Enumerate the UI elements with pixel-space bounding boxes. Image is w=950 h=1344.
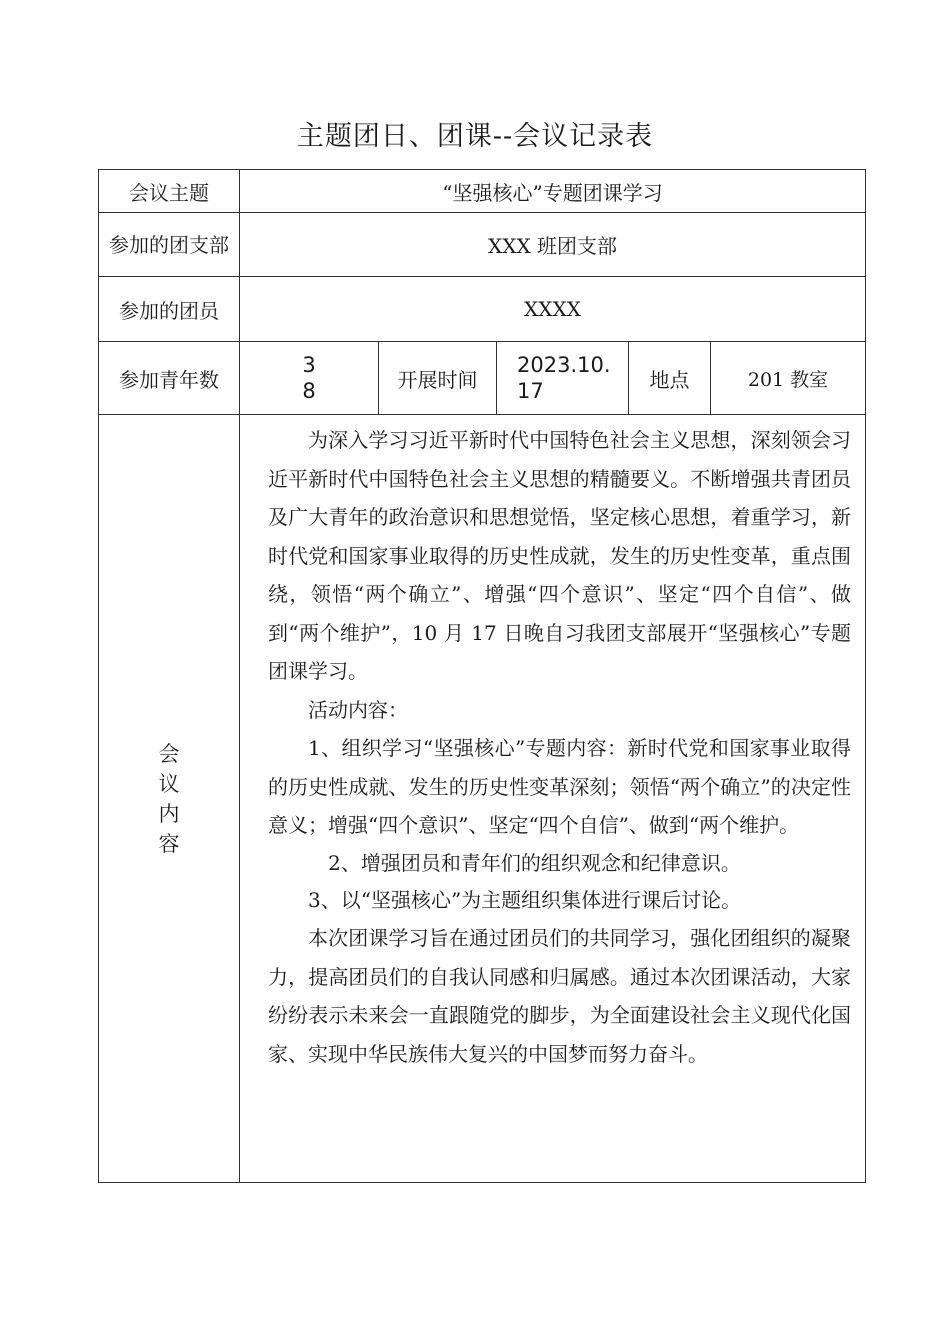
content-label — [157, 739, 181, 859]
branch-label-cell — [99, 213, 240, 277]
content-body — [240, 415, 866, 1183]
topic-row — [99, 170, 866, 213]
youth-count-line2: 8 — [302, 379, 316, 403]
content-paragraph-summary: 本次团课学习旨在通过团员们的共同学习，强化团组织的凝聚力，提高团员们的自我认同感和归属感。通过本次团课活动，大家纷纷表示未来会一直跟随党的脚步，为全面建设社会主义现代化国家、实现中华民族伟大复兴的中国梦而努力奋斗。 — [268, 926, 852, 1066]
time-label: 开展时间 — [379, 342, 497, 415]
date-line2: 17 — [517, 379, 544, 403]
content-label-cell — [99, 415, 240, 1183]
branch-value: XXX 班团支部 — [240, 213, 866, 277]
content-paragraph-intro: 为深入学习习近平新时代中国特色社会主义思想，深刻领会习近平新时代中国特色社会主义思想的精髓要义。不断增强共青团员及广大青年的政治意识和思想觉悟，坚定核心思想，着重学习，新时代党和国家事业取得的历史性成就，发生的历史性变革，重点围绕，领悟“两个确立”、增强“四个意识”、坚定“四个自信”、做到“两个维护”，10 月 17 日晚自习我团支部展开“坚强核心”专题团课学习。 — [268, 428, 852, 683]
youth-count-cell — [240, 342, 379, 415]
youth-count-line1: 3 — [302, 353, 316, 377]
topic-label: 会议主题 — [99, 170, 240, 213]
content-label-char: 容 — [158, 831, 180, 856]
topic-value: “坚强核心”专题团课学习 — [240, 170, 866, 213]
content-paragraph-item-3: 3、以“坚强核心”为主题组织集体进行课后讨论。 — [308, 887, 742, 912]
content-label-char: 议 — [158, 771, 180, 796]
meeting-record-table — [98, 169, 866, 1183]
members-label: 参加的团员 — [99, 277, 240, 342]
youth-count — [302, 352, 315, 404]
content-label-char: 会 — [158, 741, 180, 766]
members-value: XXXX — [240, 277, 866, 342]
content-paragraph-item-1: 1、组织学习“坚强核心”专题内容：新时代党和国家事业取得的历史性成就、发生的历史性变革深刻；领悟“两个确立”的决定性意义；增强“四个意识”、坚定“四个自信”、做到“两个维护。 — [268, 736, 852, 837]
place-label: 地点 — [629, 342, 711, 415]
form-title: 主题团日、团课--会议记录表 — [296, 121, 654, 152]
members-row — [99, 277, 866, 342]
date-cell — [497, 342, 629, 415]
youth-label: 参加青年数 — [99, 342, 240, 415]
date-line1: 2023.10. — [517, 353, 611, 377]
content-paragraph-item-2: 2、增强团员和青年们的组织观念和纪律意识。 — [328, 850, 741, 875]
youth-row — [99, 342, 866, 415]
content-row — [99, 415, 866, 1183]
place-value: 201 教室 — [711, 342, 866, 415]
branch-label: 参加的团支部 — [109, 232, 229, 257]
content-paragraph-activity-heading: 活动内容： — [308, 697, 408, 722]
content-label-char: 内 — [158, 801, 180, 826]
branch-row — [99, 213, 866, 277]
